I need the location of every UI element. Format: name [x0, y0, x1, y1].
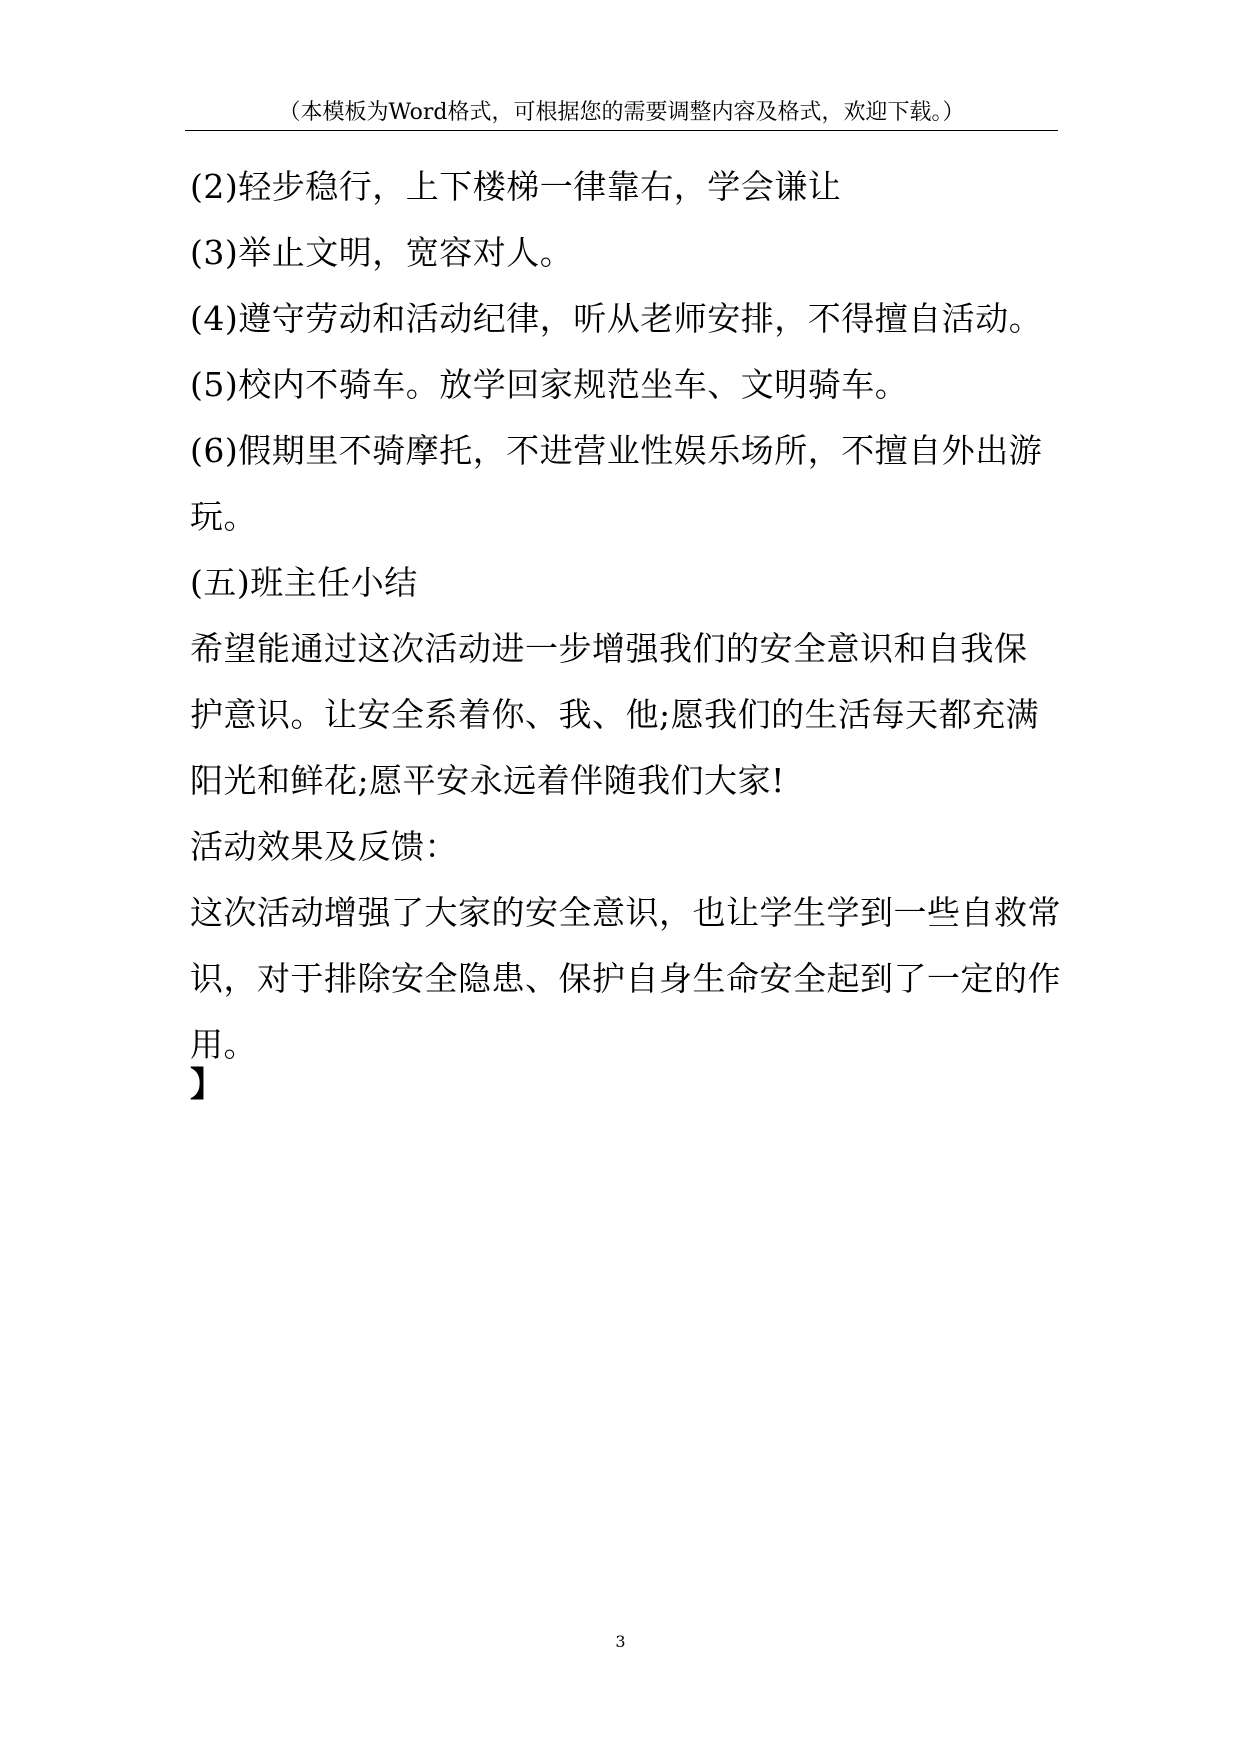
paragraph-line: (2)轻步稳行，上下楼梯一律靠右，学会谦让	[190, 167, 842, 206]
paragraph-line: (6)假期里不骑摩托，不进营业性娱乐场所，不擅自外出游	[190, 431, 1043, 470]
paragraph-line: (3)举止文明，宽容对人。	[190, 233, 574, 272]
page-number: 3	[615, 1632, 626, 1651]
document-body	[190, 154, 1060, 1078]
paragraph-line: 识，对于排除安全隐患、保护自身生命安全起到了一定的作	[190, 959, 1061, 998]
paragraph-line: (5)校内不骑车。放学回家规范坐车、文明骑车。	[190, 365, 909, 404]
paragraph-line: 护意识。让安全系着你、我、他;愿我们的生活每天都充满	[190, 695, 1040, 734]
section-heading: (五)班主任小结	[190, 563, 418, 602]
paragraph-line: 玩。	[190, 497, 257, 536]
paragraph-line: 这次活动增强了大家的安全意识，也让学生学到一些自救常	[190, 893, 1061, 932]
paragraph-line: (4)遵守劳动和活动纪律，听从老师安排，不得擅自活动。	[190, 299, 1043, 338]
page-header-note: （本模板为Word格式，可根据您的需要调整内容及格式，欢迎下载。）	[185, 98, 1058, 131]
section-heading: 活动效果及反馈：	[190, 827, 458, 866]
closing-bracket: 】	[190, 1065, 224, 1105]
paragraph-line: 阳光和鲜花;愿平安永远着伴随我们大家!	[190, 761, 785, 800]
paragraph-line: 用。	[190, 1025, 257, 1064]
paragraph-line: 希望能通过这次活动进一步增强我们的安全意识和自我保	[190, 629, 1028, 668]
